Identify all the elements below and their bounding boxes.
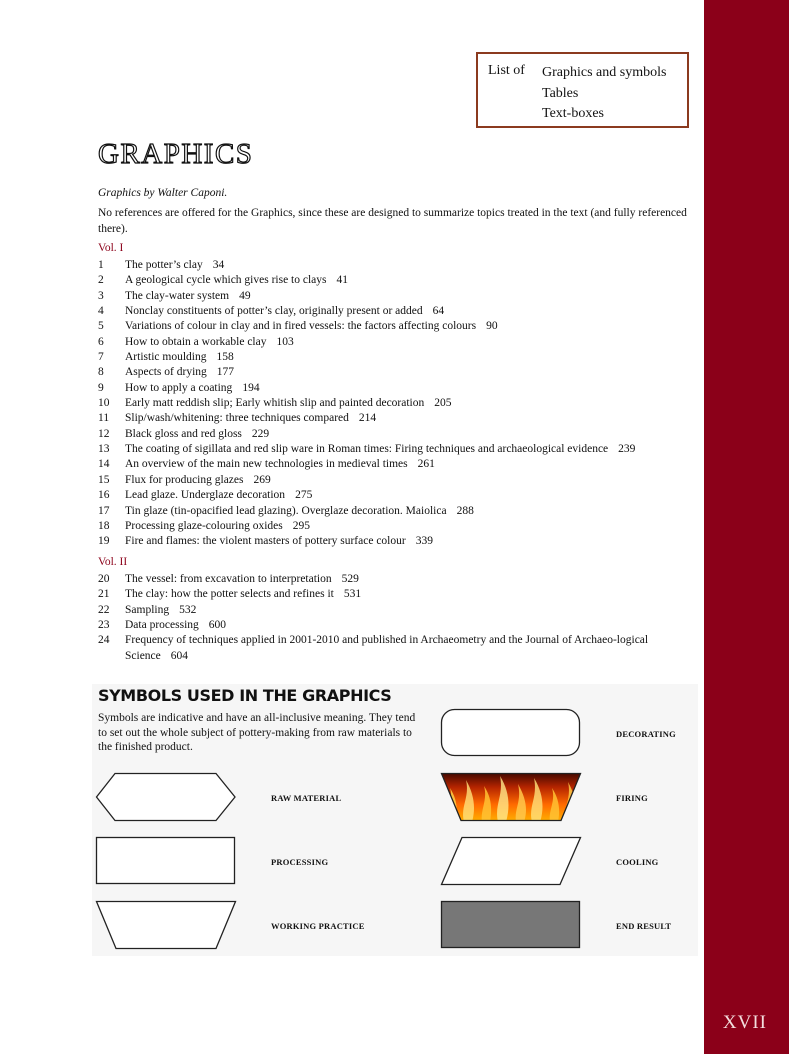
graphic-title-text: Flux for producing glazes (125, 473, 244, 486)
graphic-number: 18 (98, 519, 110, 532)
graphic-number: 21 (98, 588, 110, 601)
graphic-number: 9 (98, 381, 104, 394)
cooling-symbol (440, 836, 582, 886)
graphic-entry[interactable] (98, 258, 698, 273)
graphic-title-text: Nonclay constituents of potter’s clay, originally present or added (125, 305, 423, 318)
graphic-page-number: 295 (292, 519, 311, 532)
graphic-entry[interactable] (98, 473, 698, 488)
graphic-title-text: The coating of sigillata and red slip ware in Roman times: Firing techniques and archaeological evidence (125, 443, 609, 456)
graphic-entry[interactable] (98, 289, 698, 304)
graphic-title (125, 335, 698, 350)
graphic-number: 2 (98, 274, 104, 287)
graphic-number: 11 (98, 412, 110, 425)
graphic-entry[interactable] (98, 396, 698, 411)
graphic-entry[interactable] (98, 319, 698, 334)
graphic-page-number: 529 (341, 573, 359, 585)
graphic-page-number: 194 (242, 381, 260, 394)
list-of-item-text-boxes[interactable]: Text-boxes (542, 106, 605, 121)
graphic-page-number: 158 (216, 351, 234, 364)
graphic-title (125, 442, 698, 457)
graphic-entry[interactable] (98, 618, 698, 633)
graphic-page-number: 531 (343, 588, 362, 601)
graphic-number: 6 (98, 335, 104, 348)
graphic-number: 7 (98, 351, 104, 364)
end-result-symbol (440, 900, 582, 950)
graphic-number: 5 (98, 320, 104, 333)
graphic-number: 4 (98, 305, 104, 318)
page-number: XVII (722, 1012, 767, 1033)
vol-1-label: Vol. I (98, 242, 124, 254)
decorating-label: DECORATING (616, 729, 676, 739)
graphic-title-text: Black gloss and red gloss (125, 427, 242, 440)
graphic-page-number: 288 (456, 504, 474, 517)
graphic-entry[interactable] (98, 534, 698, 549)
graphic-entry[interactable] (98, 603, 698, 618)
graphic-number: 3 (98, 289, 104, 302)
graphic-title-text: Tin glaze (tin-opacified lead glazing). Overglaze decoration. Maiolica (125, 504, 447, 517)
graphic-page-number: 229 (251, 427, 270, 440)
decorating-symbol (440, 708, 582, 758)
graphic-page-number: 177 (216, 366, 235, 379)
graphic-title-text: Slip/wash/whitening: three techniques compared (125, 412, 349, 425)
graphic-number: 19 (98, 535, 110, 548)
graphic-entry[interactable] (98, 504, 698, 519)
graphic-entry[interactable] (98, 488, 698, 503)
graphic-title (125, 319, 698, 334)
graphic-page-number: 214 (358, 412, 377, 425)
graphic-entry[interactable] (98, 381, 698, 396)
graphic-title (125, 411, 698, 426)
graphic-title (125, 273, 698, 288)
graphic-entry[interactable] (98, 519, 698, 534)
graphic-page-number: 103 (276, 335, 294, 348)
graphics-credit: Graphics by Walter Caponi. (98, 187, 228, 199)
symbols-description: Symbols are indicative and have an all-inclusive meaning. They tend to set out the whole subject of pottery-making from raw materials to the finished product. (98, 712, 416, 754)
graphic-number: 10 (98, 397, 110, 410)
graphic-title-text: Sampling (125, 603, 170, 616)
graphic-title-text: How to obtain a workable clay (125, 335, 267, 348)
list-of-item-tables[interactable]: Tables (542, 85, 579, 101)
graphic-entry[interactable] (98, 572, 698, 587)
graphic-entry[interactable] (98, 365, 698, 380)
graphic-title (125, 365, 698, 380)
cooling-label: COOLING (616, 857, 659, 867)
firing-label: FIRING (616, 793, 648, 803)
graphic-title (125, 396, 698, 411)
list-of-item-graphics[interactable]: Graphics and symbols (542, 65, 667, 80)
graphic-page-number: 34 (212, 259, 225, 271)
graphic-title (125, 572, 698, 587)
graphic-title-text: Frequency of techniques applied in 2001-2010 and published in Archaeometry and the Journal of Archaeo-logical Science (125, 634, 649, 662)
list-of-label: List of (488, 63, 525, 78)
graphic-page-number: 49 (239, 289, 251, 302)
graphic-title-text: Aspects of drying (125, 366, 207, 379)
graphic-number: 17 (98, 504, 110, 517)
graphic-page-number: 90 (486, 320, 498, 333)
graphic-title-text: Data processing (125, 619, 199, 632)
graphic-title (125, 473, 698, 488)
graphic-entry[interactable] (98, 442, 698, 457)
graphic-title (125, 504, 698, 519)
graphic-number: 20 (98, 573, 110, 585)
vol-1-graphics-list (98, 258, 698, 550)
graphic-title-text: Lead glaze. Underglaze decoration (125, 489, 286, 502)
graphic-title (125, 618, 698, 633)
graphic-title-text: The clay: how the potter selects and refines it (125, 588, 334, 601)
graphic-number: 14 (98, 458, 110, 471)
graphic-entry[interactable] (98, 633, 698, 664)
graphic-title (125, 587, 698, 602)
graphic-page-number: 64 (432, 305, 445, 318)
graphic-title (125, 289, 698, 304)
graphic-title-text: Variations of colour in clay and in fired vessels: the factors affecting colours (125, 320, 477, 333)
graphic-number: 8 (98, 366, 104, 379)
graphic-title-text: The clay-water system (125, 289, 230, 302)
graphic-page-number: 275 (295, 489, 313, 502)
graphic-page-number: 269 (253, 473, 271, 486)
firing-symbol (440, 772, 582, 822)
graphic-page-number: 261 (417, 458, 435, 471)
processing-symbol (95, 836, 237, 886)
graphic-number: 22 (98, 603, 110, 616)
graphic-entry[interactable] (98, 457, 698, 472)
vol-2-label: Vol. II (98, 556, 128, 568)
graphic-entry[interactable] (98, 273, 698, 288)
processing-label: PROCESSING (271, 857, 329, 867)
graphic-title-text: The potter’s clay (125, 259, 203, 271)
graphic-entry[interactable] (98, 427, 698, 442)
graphic-title-text: An overview of the main new technologies in medieval times (125, 458, 408, 471)
graphic-page-number: 239 (618, 443, 636, 456)
graphic-number: 16 (98, 489, 110, 502)
graphic-title-text: How to apply a coating (125, 381, 233, 394)
graphic-title-text: Early matt reddish slip; Early whitish slip and painted decoration (125, 397, 425, 410)
graphic-number: 13 (98, 443, 110, 456)
graphic-entry[interactable] (98, 411, 698, 426)
graphic-title (125, 633, 698, 664)
raw-material-label: RAW MATERIAL (271, 793, 342, 803)
side-color-band (704, 0, 789, 1054)
graphic-title (125, 350, 698, 365)
graphic-page-number: 41 (336, 274, 349, 287)
graphic-page-number: 600 (208, 619, 227, 632)
working-practice-label: WORKING PRACTICE (271, 921, 365, 931)
graphic-number: 15 (98, 473, 110, 486)
raw-material-symbol (95, 772, 237, 822)
graphic-title (125, 381, 698, 396)
graphic-title-text: Fire and flames: the violent masters of pottery surface colour (125, 535, 406, 548)
graphic-number: 24 (98, 634, 110, 647)
graphic-page-number: 532 (179, 603, 197, 616)
graphic-title (125, 258, 698, 273)
graphic-title (125, 457, 698, 472)
graphic-title (125, 534, 698, 549)
graphic-page-number: 205 (434, 397, 452, 410)
list-of-items (542, 63, 666, 125)
graphic-title (125, 427, 698, 442)
page-title: GRAPHICS (98, 138, 254, 170)
graphic-title (125, 603, 698, 618)
graphic-page-number: 604 (170, 649, 189, 662)
graphic-number: 1 (98, 259, 104, 271)
graphic-entry[interactable] (98, 350, 698, 365)
working-practice-symbol (95, 900, 237, 950)
graphic-title (125, 304, 698, 319)
graphic-number: 23 (98, 619, 110, 632)
graphic-title (125, 488, 698, 503)
graphic-title-text: Processing glaze-colouring oxides (125, 519, 283, 532)
references-note: No references are offered for the Graphics, since these are designed to summarize topics treated in the text (and fully referenced there). (98, 207, 687, 235)
list-of-box (476, 52, 689, 128)
graphic-title-text: A geological cycle which gives rise to clays (125, 274, 327, 287)
graphic-page-number: 339 (415, 535, 433, 548)
graphic-title (125, 519, 698, 534)
graphic-entry[interactable] (98, 587, 698, 602)
graphic-title-text: The vessel: from excavation to interpretation (125, 573, 332, 585)
graphic-entry[interactable] (98, 304, 698, 319)
graphic-number: 12 (98, 427, 110, 440)
graphic-entry[interactable] (98, 335, 698, 350)
vol-2-graphics-list (98, 572, 698, 664)
end-result-label: END RESULT (616, 921, 672, 931)
symbols-heading: SYMBOLS USED IN THE GRAPHICS (98, 686, 392, 705)
graphic-title-text: Artistic moulding (125, 351, 207, 364)
